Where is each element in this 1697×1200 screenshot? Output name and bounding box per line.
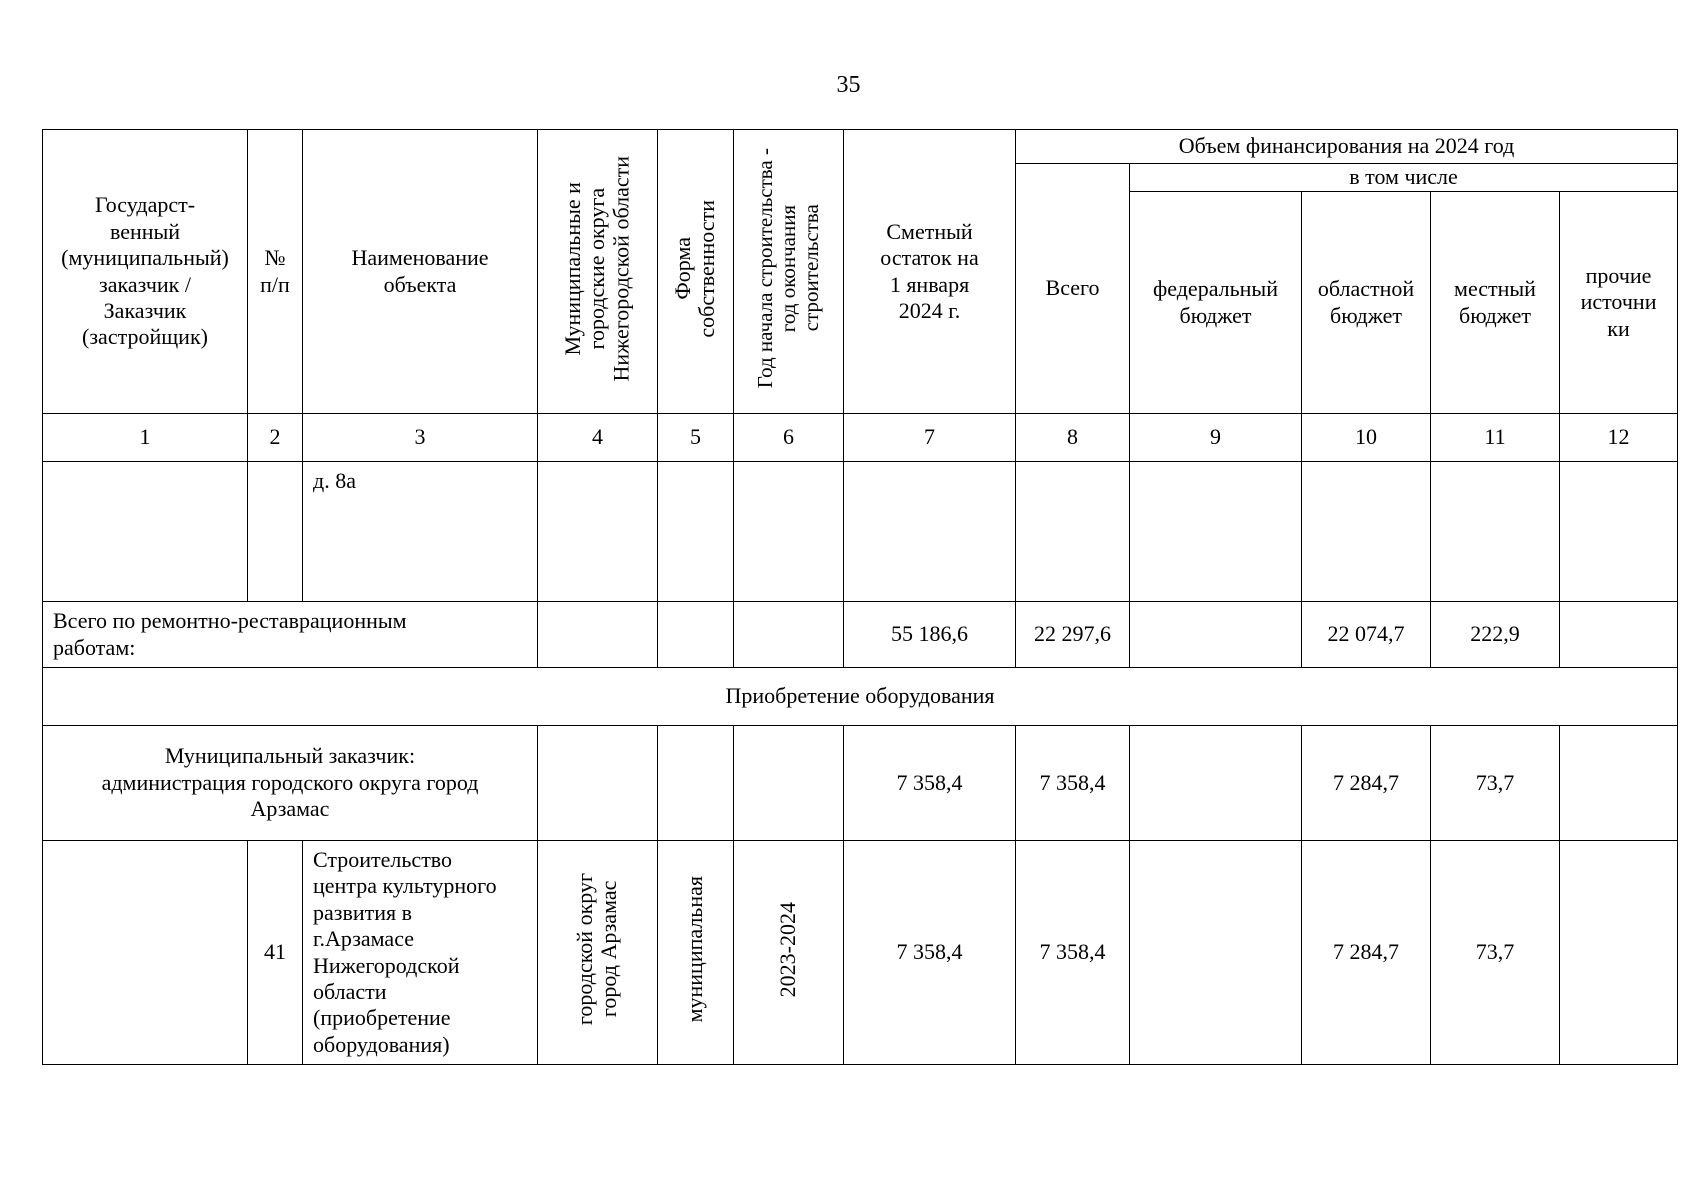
header-customer-text: Государст- венный (муниципальный) заказчик / Заказчик (застройщик): [61, 192, 229, 350]
header-number-text: № п/п: [260, 245, 290, 297]
header-estimate-text: Сметный остаток на 1 января 2024 г.: [880, 218, 979, 323]
total-repair-row: [43, 602, 1678, 668]
cell-other: [1560, 462, 1678, 602]
header-customer: [43, 130, 248, 414]
header-local: [1431, 192, 1560, 414]
page-number: 35: [836, 72, 861, 98]
cell-local: [1431, 462, 1560, 602]
section-row: [43, 668, 1678, 726]
object-name-text: Строительство центра культурного развития в г.Арзамасе Нижегородской области (приобретение оборудования): [313, 846, 497, 1057]
total-repair-label-text: Всего по ремонтно-реставрационным работам:: [53, 608, 407, 660]
col-number: 11: [1431, 414, 1560, 462]
cell-object-name: [303, 841, 538, 1065]
cell-other: [1560, 726, 1678, 841]
column-numbers-row: [43, 414, 1678, 462]
cell-regional: 22 074,7: [1302, 602, 1431, 668]
cell-object-name: д. 8а: [303, 462, 538, 602]
cell-customer: [43, 462, 248, 602]
cell-other: [1560, 841, 1678, 1065]
cell-federal: [1130, 602, 1302, 668]
district-text: городской округ город Арзамас: [572, 873, 622, 1026]
cell-total: 7 358,4: [1016, 841, 1130, 1065]
ownership-text: муниципальная: [682, 876, 708, 1023]
cell-federal: [1130, 726, 1302, 841]
cell-local: 73,7: [1431, 841, 1560, 1065]
cell-number: [248, 462, 303, 602]
cell-years: [734, 841, 844, 1065]
header-financing: Объем финансирования на 2024 год: [1016, 130, 1678, 164]
header-ownership: [658, 130, 734, 414]
col-number: 3: [303, 414, 538, 462]
cell-estimate: 55 186,6: [844, 602, 1016, 668]
cell-regional: 7 284,7: [1302, 726, 1431, 841]
col-number: 6: [734, 414, 844, 462]
header-regional: [1302, 192, 1431, 414]
cell-total: 7 358,4: [1016, 726, 1130, 841]
cell-years: [734, 602, 844, 668]
col-number: 2: [248, 414, 303, 462]
cell-district: [538, 726, 658, 841]
cell-total: [1016, 462, 1130, 602]
header-number: [248, 130, 303, 414]
cell-district: [538, 602, 658, 668]
years-text: 2023-2024: [775, 901, 801, 997]
cell-ownership: [658, 841, 734, 1065]
header-object-name: [303, 130, 538, 414]
col-number: 7: [844, 414, 1016, 462]
cell-ownership: [658, 462, 734, 602]
col-number: 8: [1016, 414, 1130, 462]
cell-district: [538, 841, 658, 1065]
header-district-text: Муниципальные и городские округа Нижегородской области: [560, 155, 634, 382]
table-row: [43, 841, 1678, 1065]
cell-local: 73,7: [1431, 726, 1560, 841]
col-number: 1: [43, 414, 248, 462]
total-repair-label: [43, 602, 538, 668]
cell-district: [538, 462, 658, 602]
col-number: 9: [1130, 414, 1302, 462]
cell-total: 22 297,6: [1016, 602, 1130, 668]
cell-number: 41: [248, 841, 303, 1065]
header-regional-text: областной бюджет: [1317, 276, 1415, 328]
cell-estimate: 7 358,4: [844, 841, 1016, 1065]
header-federal: [1130, 192, 1302, 414]
header-years: [734, 130, 844, 414]
col-number: 12: [1560, 414, 1678, 462]
col-number: 10: [1302, 414, 1431, 462]
col-number: 5: [658, 414, 734, 462]
customer-label-text: Муниципальный заказчик: администрация городского округа город Арзамас: [101, 743, 479, 822]
cell-federal: [1130, 462, 1302, 602]
col-number: 4: [538, 414, 658, 462]
cell-ownership: [658, 602, 734, 668]
header-other: [1560, 192, 1678, 414]
cell-years: [734, 726, 844, 841]
header-years-text: Год начала строительства - год окончания строительства: [752, 148, 824, 389]
cell-other: [1560, 602, 1678, 668]
financing-table: [42, 129, 1678, 1065]
header-including: в том числе: [1130, 164, 1678, 192]
section-title: Приобретение оборудования: [43, 668, 1678, 726]
cell-local: 222,9: [1431, 602, 1560, 668]
header-total: Всего: [1016, 164, 1130, 414]
cell-regional: [1302, 462, 1431, 602]
cell-estimate: [844, 462, 1016, 602]
header-estimate: [844, 130, 1016, 414]
header-local-text: местный бюджет: [1454, 276, 1536, 328]
cell-years: [734, 462, 844, 602]
cell-regional: 7 284,7: [1302, 841, 1431, 1065]
cell-ownership: [658, 726, 734, 841]
header-other-text: прочие источни ки: [1580, 262, 1657, 341]
header-federal-text: федеральный бюджет: [1153, 276, 1278, 328]
header-object-name-text: Наименование объекта: [351, 245, 489, 297]
cell-estimate: 7 358,4: [844, 726, 1016, 841]
header-ownership-text: Форма собственности: [670, 199, 720, 338]
table-row: [43, 462, 1678, 602]
cell-federal: [1130, 841, 1302, 1065]
header-district: [538, 130, 658, 414]
customer-row: [43, 726, 1678, 841]
cell-customer: [43, 841, 248, 1065]
customer-label: [43, 726, 538, 841]
